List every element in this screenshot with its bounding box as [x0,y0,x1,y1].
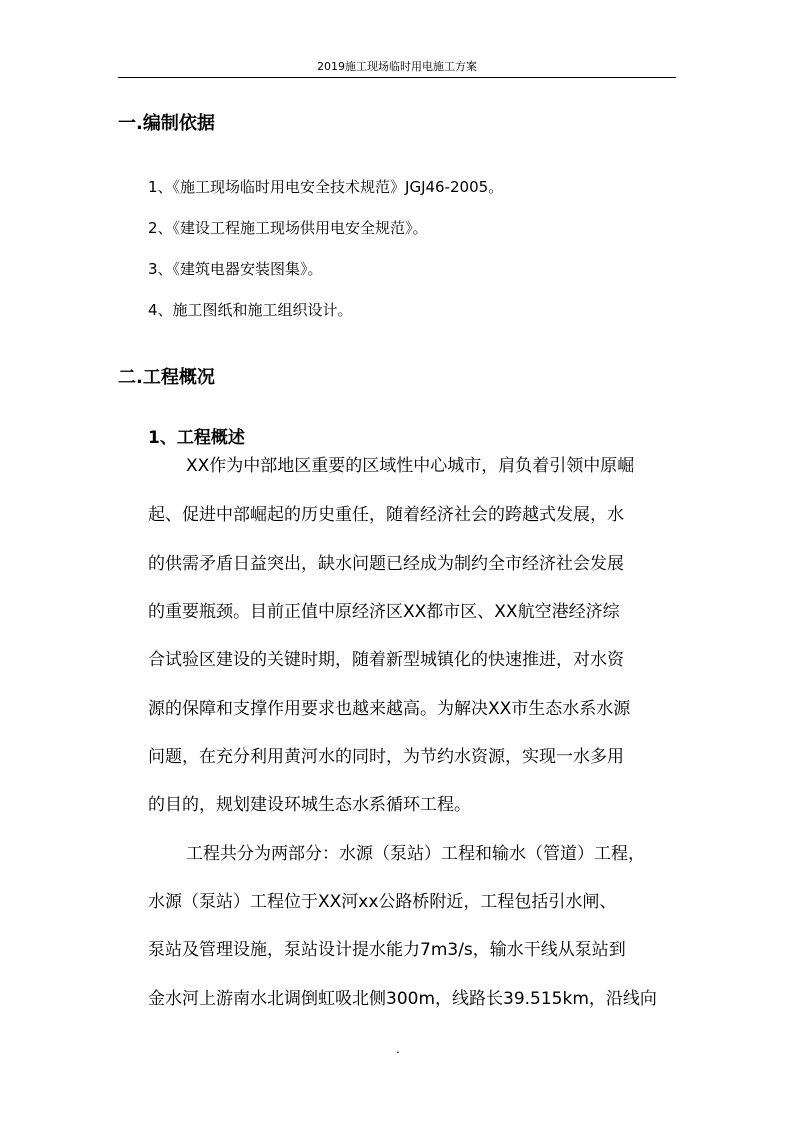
paragraph-line: 水源（泵站）工程位于XX河xx公路桥附近，工程包括引水闸、 [148,892,617,912]
header-divider [118,77,676,78]
running-header: 2019施工现场临时用电施工方案 [317,60,477,73]
paragraph-line: 的目的，规划建设环城生态水系循环工程。 [148,795,471,815]
page-footer-mark: . [396,1042,400,1056]
reference-item-1: 1、《施工现场临时用电安全技术规范》JGJ46-2005。 [148,178,504,196]
reference-item-2: 2、《建设工程施工现场供用电安全规范》。 [148,219,428,237]
paragraph-line: 的重要瓶颈。目前正值中原经济区XX都市区、XX航空港经济综 [148,602,620,622]
paragraph-line: 合试验区建设的关键时期，随着新型城镇化的快速推进，对水资 [148,650,624,670]
paragraph-line: 起、促进中部崛起的历史重任，随着经济社会的跨越式发展，水 [148,505,624,525]
paragraph-line: 泵站及管理设施，泵站设计提水能力7m3/s，输水干线从泵站到 [148,940,626,960]
paragraph-line: 的供需矛盾日益突出，缺水问题已经成为制约全市经济社会发展 [148,554,624,574]
reference-item-3: 3、《建筑电器安装图集》。 [148,260,323,278]
section-heading-overview: 二.工程概况 [118,367,215,388]
paragraph-line: 问题，在充分利用黄河水的同时，为节约水资源，实现一水多用 [148,747,624,767]
subsection-heading-summary: 1、工程概述 [148,428,245,448]
section-heading-basis: 一.编制依据 [118,113,215,134]
paragraph-line: 金水河上游南水北调倒虹吸北侧300m，线路长39.515km，沿线向 [148,989,657,1009]
paragraph-line: 源的保障和支撑作用要求也越来越高。为解决XX市生态水系水源 [148,699,631,719]
paragraph-line: 工程共分为两部分：水源（泵站）工程和输水（管道）工程， [186,844,645,864]
reference-item-4: 4、施工图纸和施工组织设计。 [148,301,353,319]
paragraph-line: XX作为中部地区重要的区域性中心城市，肩负着引领中原崛 [186,456,635,476]
